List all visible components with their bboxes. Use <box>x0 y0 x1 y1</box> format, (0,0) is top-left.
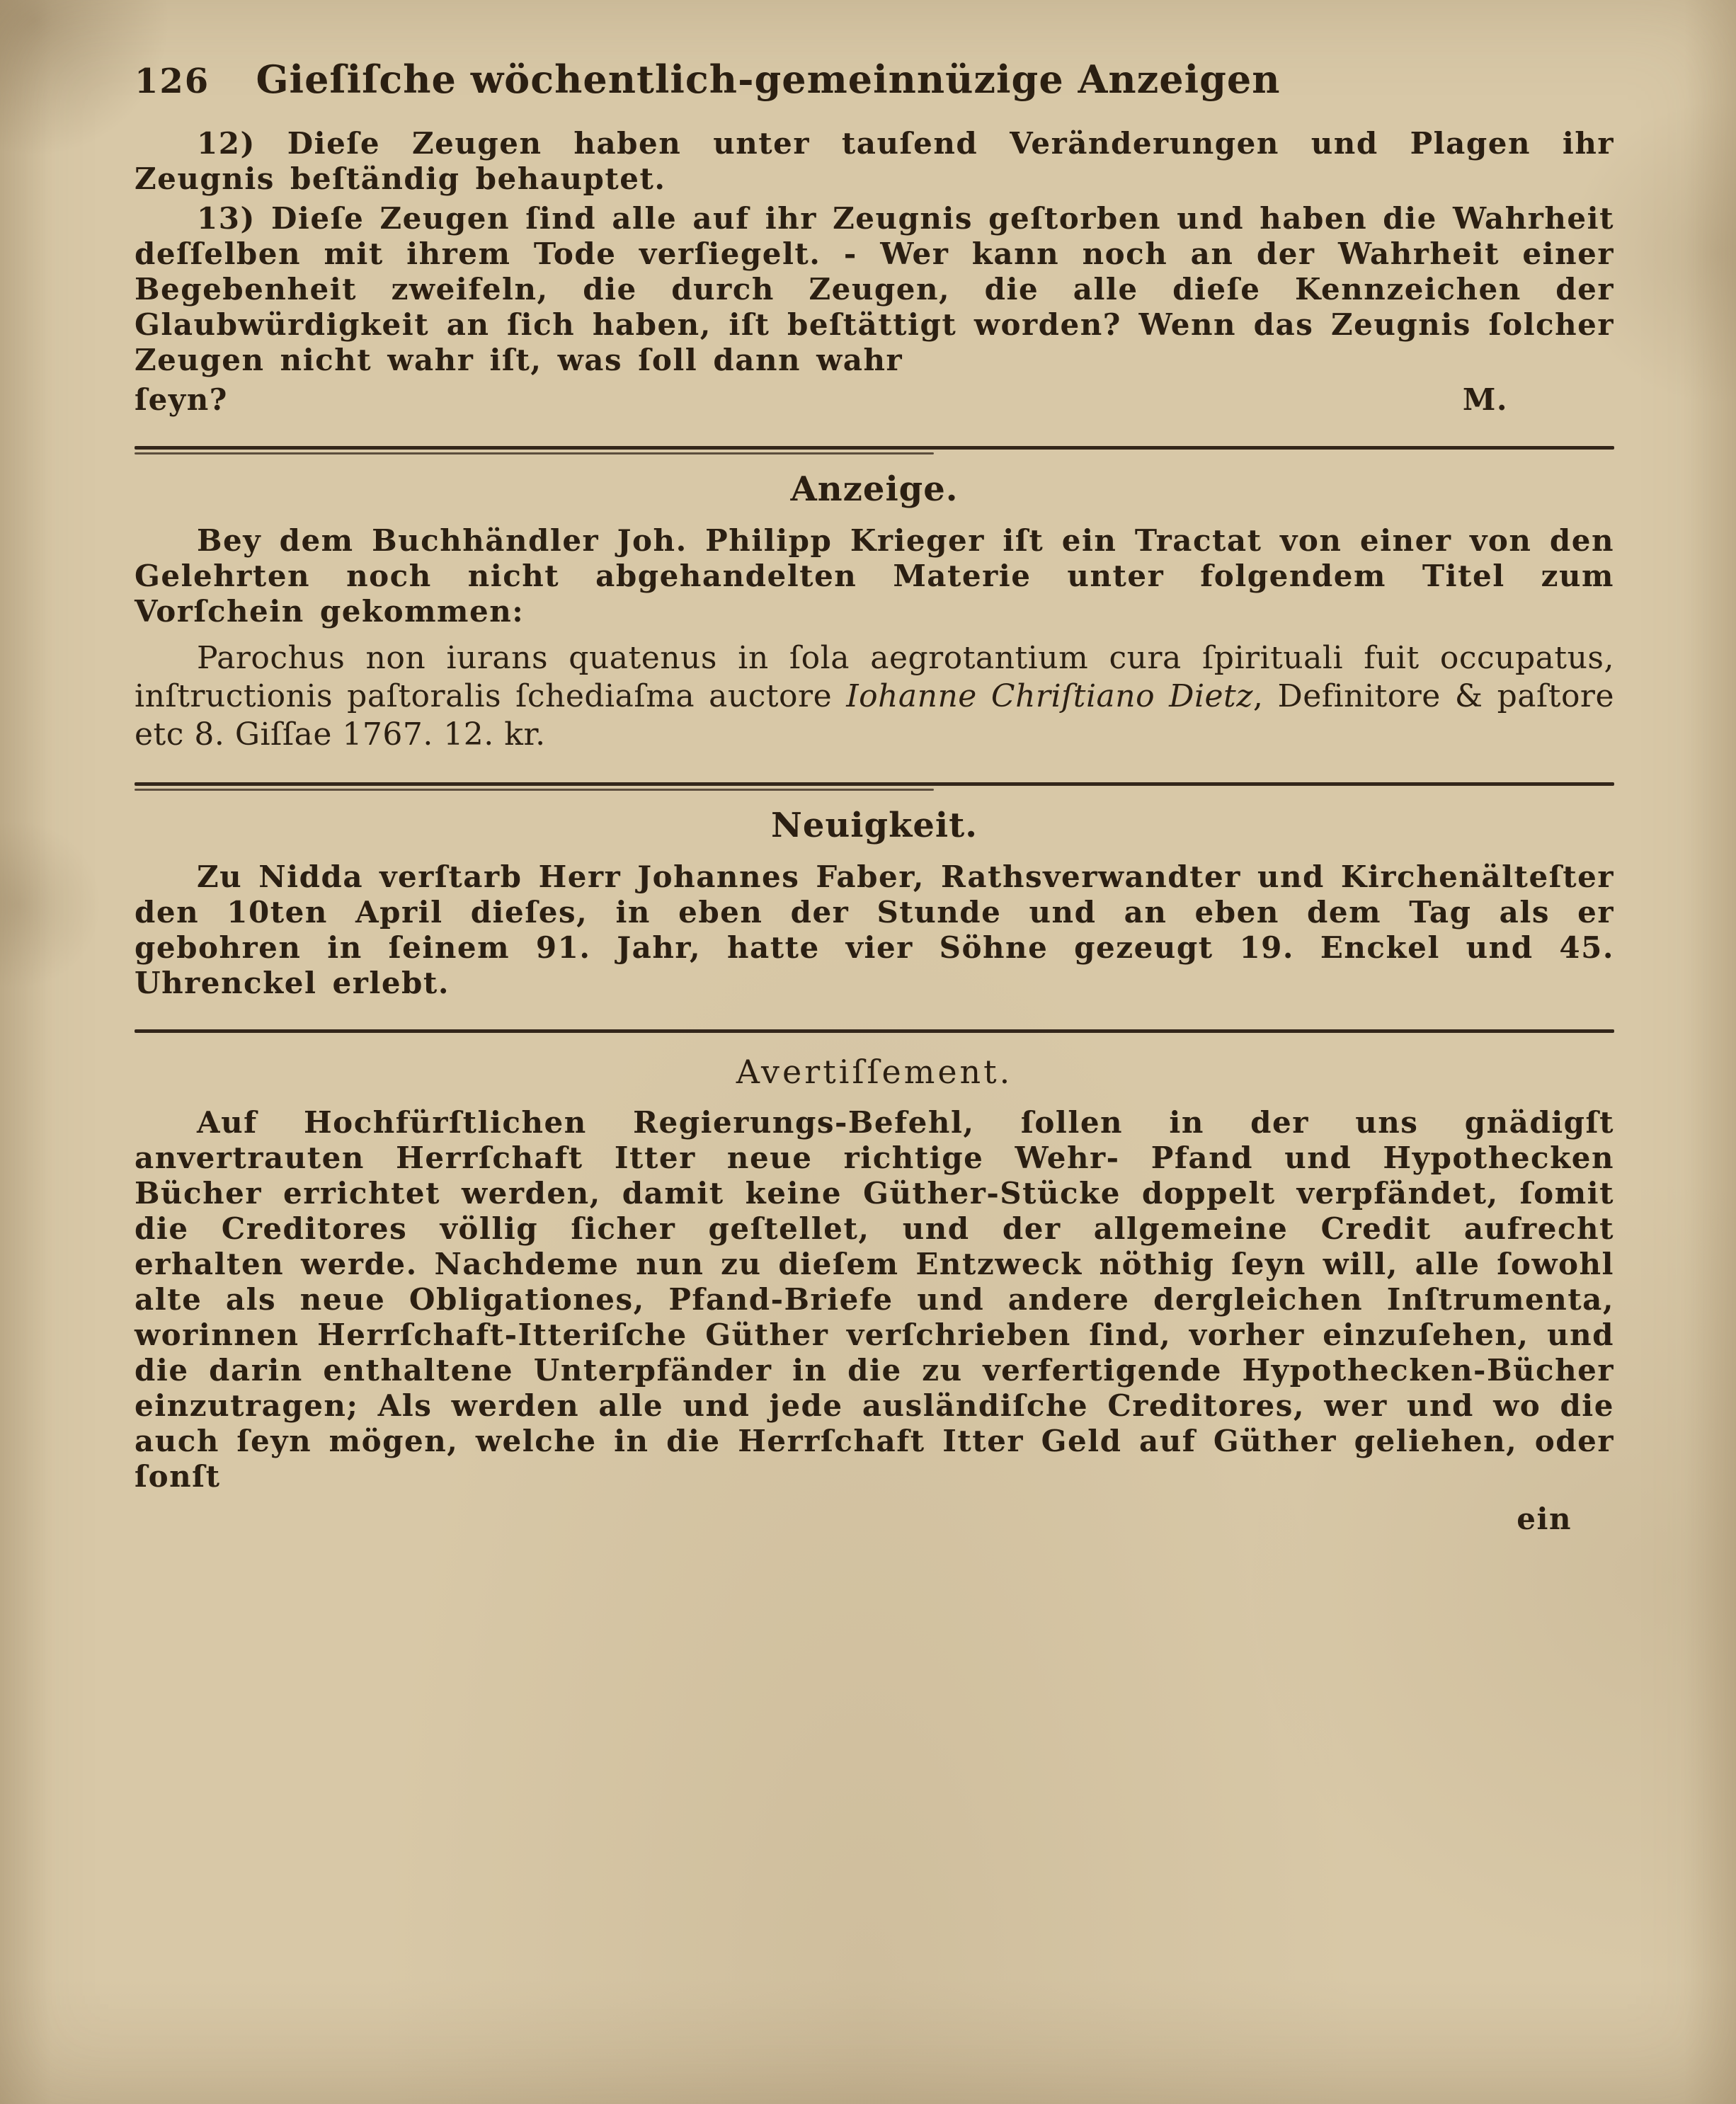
paragraph-item-12: 12) Dieſe Zeugen haben unter tauſend Veränderungen und Plagen ihr Zeugnis beſtändig behauptet. <box>135 126 1614 196</box>
neuigkeit-body: Zu Nidda verſtarb Herr Johannes Faber, Rathsverwandter und Kirchenälteſter den 10ten April dieſes, in eben der Stunde und an eben dem Tag als er gebohren in ſeinem 91. Jahr, hatte vier Söhne gezeugt 19. Enckel und 45. Uhrenckel erlebt. <box>135 859 1614 1000</box>
header-title: Gieſiſche wöchentlich-gemeinnüzige Anzeigen <box>256 57 1281 102</box>
page-header <box>135 57 1614 102</box>
book-title-latin <box>135 639 1614 754</box>
avertissement-heading: Avertiſſement. <box>736 1053 1013 1091</box>
latin-text-part1: Parochus non iurans quatenus in ſola aegrotantium cura ſpirituali fuit occupatus, inſtructionis paſtoralis ſchediaſma auctore <box>135 640 1614 714</box>
anzeige-body: Bey dem Buchhändler Joh. Philipp Krieger iſt ein Tractat von einer von den Gelehrten noch nicht abgehandelten Materie unter folgendem Titel zum Vorſchein gekommen: <box>135 523 1614 629</box>
anzeige-heading: Anzeige. <box>790 469 959 509</box>
section-divider <box>135 446 1614 450</box>
avertissement-body: Auf Hochfürſtlichen Regierungs-Befehl, ſollen in der uns gnädigſt anvertrauten Herrſchaft Itter neue richtige Wehr- Pfand und Hypothecken Bücher errichtet werden, damit keine Güther-Stücke doppelt verpfändet, ſomit die Creditores völlig ſicher geſtellet, und der allgemeine Credit aufrecht erhalten werde. Nachdeme nun zu dieſem Entzweck nöthig ſeyn will, alle ſowohl alte als neue Obligationes, Pfand-Briefe und andere dergleichen Inſtrumenta, worinnen Herrſchaft-Itteriſche Güther verſchrieben ſind, vorher einzuſehen, und die darin enthaltene Unterpfänder in die zu verfertigende Hypothecken-Bücher einzutragen; Als werden alle und jede ausländiſche Creditores, wer und wo die auch ſeyn mögen, welche in die Herrſchaft Itter Geld auf Güther geliehen, oder ſonſt <box>135 1105 1614 1494</box>
section-divider <box>135 782 1614 786</box>
author-signature: M. <box>1462 382 1508 417</box>
page-content <box>135 57 1614 1536</box>
section-divider <box>135 1029 1614 1033</box>
latin-text-part2: , Definitore & paſtore etc 8. Giſſae 1767. 12. kr. <box>135 678 1615 753</box>
neuigkeit-heading: Neuigkeit. <box>770 806 978 845</box>
page-number: 126 <box>135 62 210 101</box>
catchword: ein <box>1517 1502 1572 1536</box>
paragraph-item-13: 13) Dieſe Zeugen ſind alle auf ihr Zeugnis geſtorben und haben die Wahrheit deſſelben mit ihrem Tode verſiegelt. - Wer kann noch an der Wahrheit einer Begebenheit zweifeln, die durch Zeugen, die alle dieſe Kennzeichen der Glaubwürdigkeit an ſich haben, iſt beſtättigt worden? Wenn das Zeugnis ſolcher Zeugen nicht wahr iſt, was ſoll dann wahr <box>135 201 1614 377</box>
paragraph-13-lastword: ſeyn? <box>135 382 228 417</box>
book-author: Iohanne Chriſtiano Dietz <box>846 678 1253 714</box>
paragraph-13-lastline <box>135 382 1614 418</box>
